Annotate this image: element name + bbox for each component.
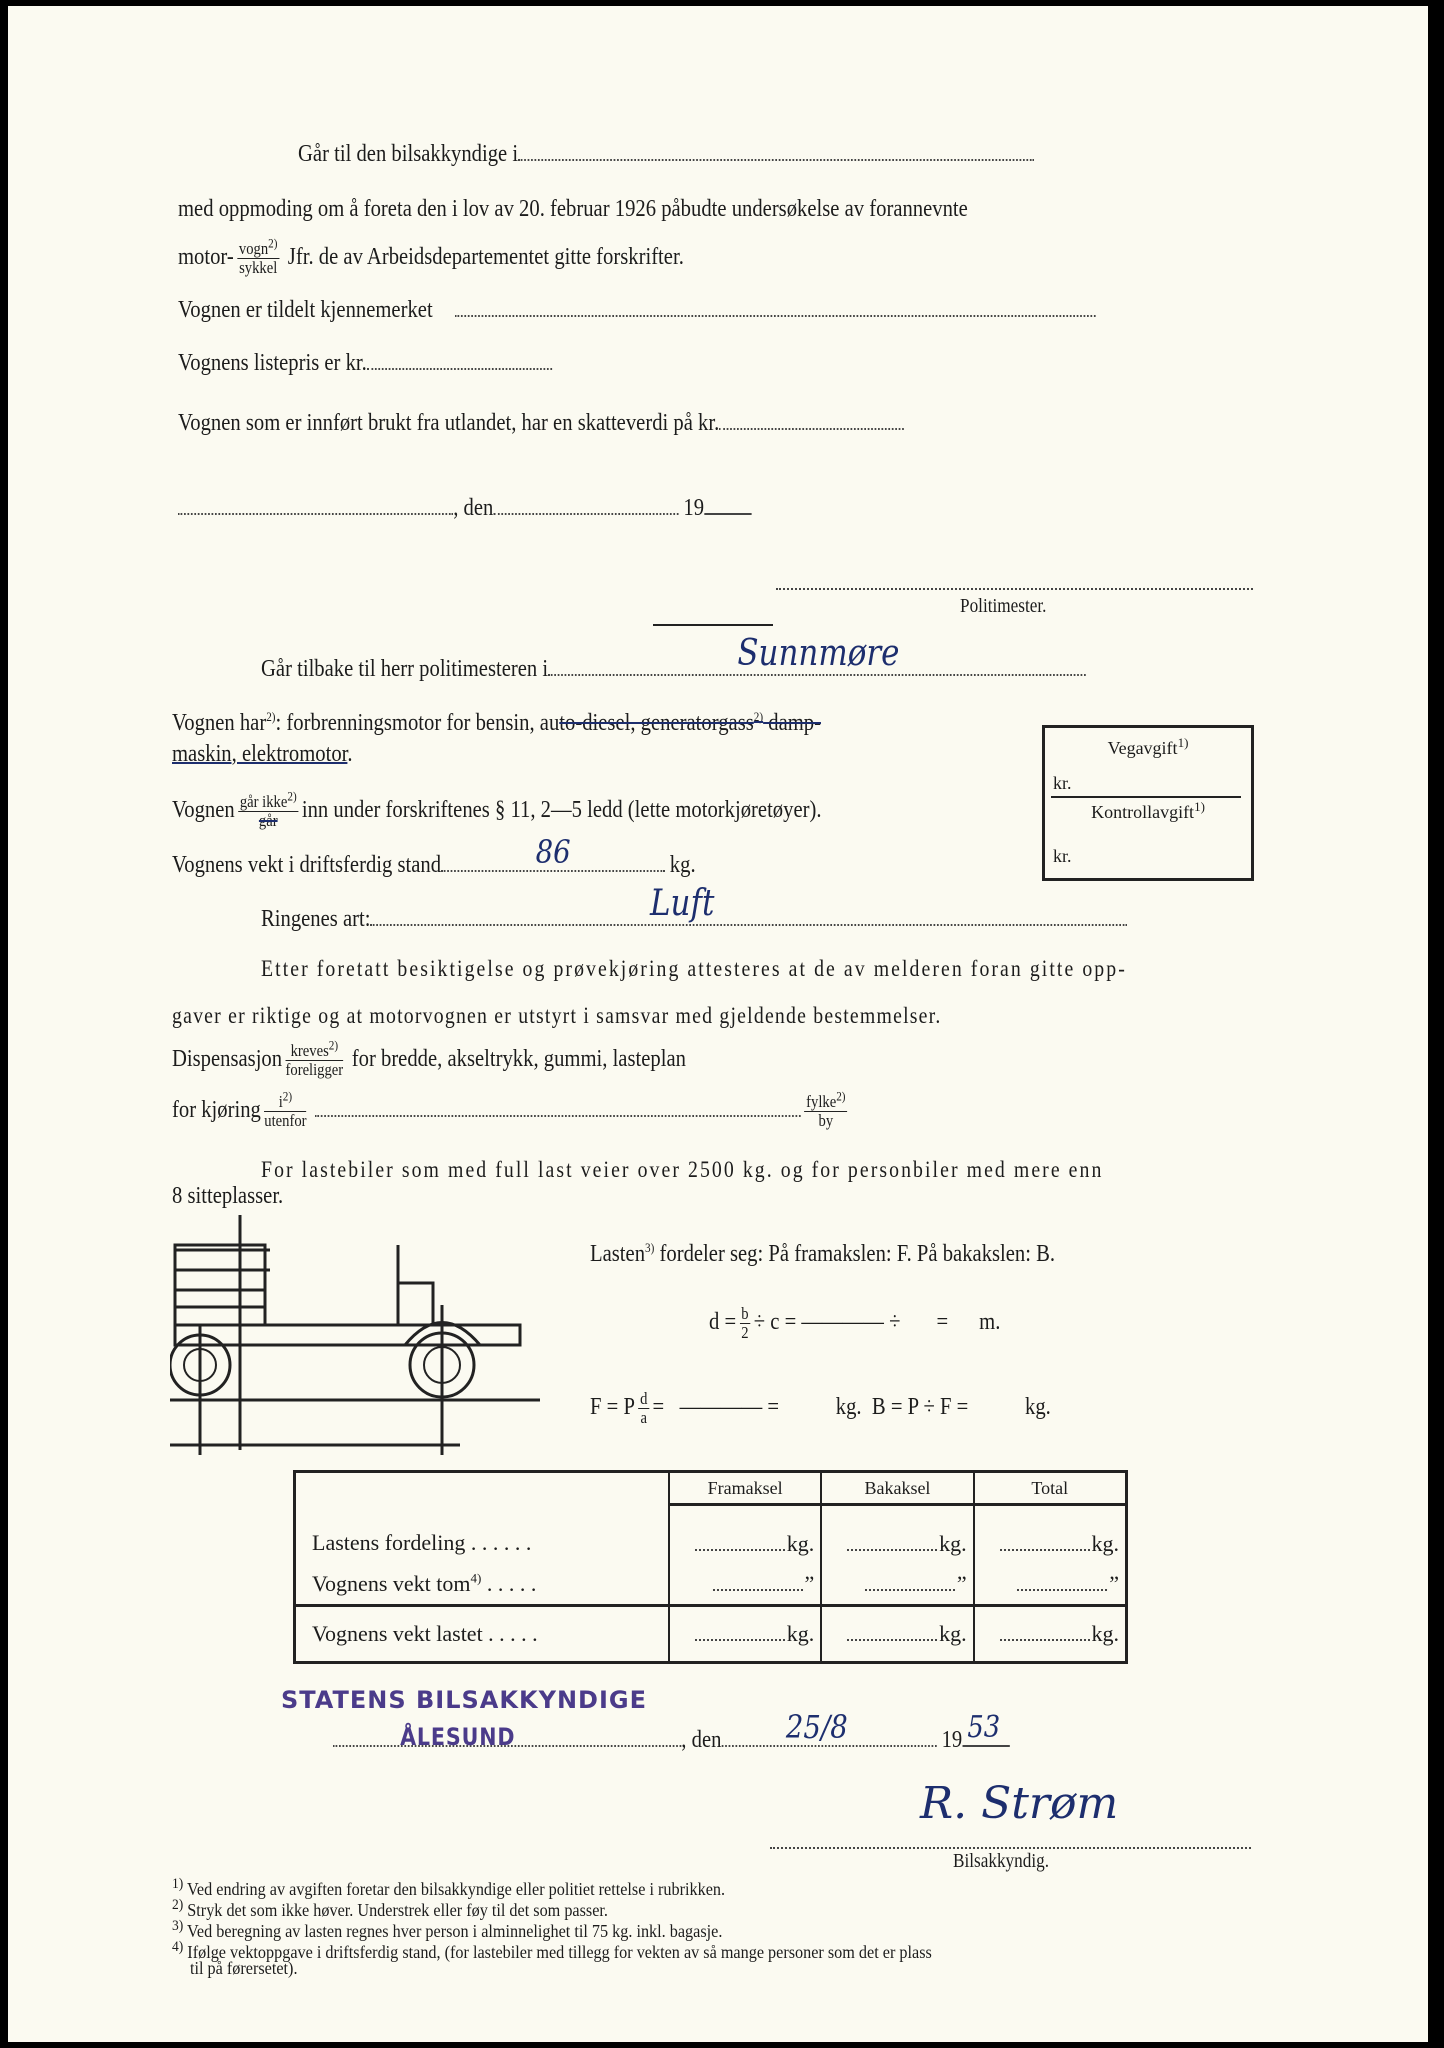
label: går ikke bbox=[239, 792, 288, 811]
label: i bbox=[278, 1092, 283, 1111]
politimester-label: Politimester. bbox=[960, 595, 1047, 617]
date-field[interactable] bbox=[493, 495, 678, 515]
label: 19 bbox=[683, 495, 705, 521]
kjoring-field[interactable] bbox=[315, 1097, 801, 1117]
label: ÷ c = ———— ÷ = m. bbox=[753, 1309, 1001, 1336]
footnote-ref: 1) bbox=[1177, 735, 1189, 750]
footnote-text: Ved endring av avgiften foretar den bilsakkyndige eller politiet rettelse i rubrikken. bbox=[187, 1879, 726, 1899]
label: utenfor bbox=[264, 1111, 307, 1130]
struck-text: går bbox=[258, 811, 278, 830]
col-total: Total bbox=[974, 1472, 1127, 1505]
footnote-text: Ved beregning av lasten regnes hver person i alminnelighet til 75 kg. inkl. bagasje. bbox=[187, 1921, 723, 1941]
footnote-ref: 2) bbox=[328, 1037, 339, 1053]
label: kreves bbox=[290, 1041, 329, 1060]
label: Vognen er tildelt kjennemerket bbox=[178, 297, 433, 323]
line-lastebiler-1: For lastebiler som med full last veier over 2500 kg. og for personbiler med mere enn bbox=[261, 1157, 1104, 1182]
cell[interactable] bbox=[821, 1505, 973, 1565]
footnote-ref: 2) bbox=[282, 1088, 293, 1104]
cell[interactable] bbox=[669, 1505, 821, 1565]
kontrollavgift-label bbox=[1045, 799, 1251, 823]
handwritten-year: 53 bbox=[967, 1710, 1001, 1745]
footnote-mark: 4) bbox=[172, 1939, 184, 1955]
fraction-i-utenfor bbox=[264, 1088, 307, 1130]
unit: kg. bbox=[939, 1531, 967, 1556]
fraction-d-a bbox=[638, 1390, 649, 1427]
footnote-text: Stryk det som ikke høver. Understrek eller føy til det som passer. bbox=[187, 1900, 608, 1920]
unit: kg. bbox=[786, 1621, 815, 1646]
line-kjennemerke bbox=[178, 296, 1096, 324]
line-skatteverdi bbox=[178, 409, 904, 437]
label: F = P bbox=[590, 1394, 635, 1421]
label: Vognens vekt tom bbox=[312, 1571, 471, 1596]
footnote-mark: 1) bbox=[172, 1876, 184, 1892]
fraction-gaar-ikke bbox=[238, 788, 298, 830]
label: d = bbox=[709, 1309, 737, 1336]
field[interactable] bbox=[847, 1621, 937, 1641]
label: : forbrenningsmotor for bensin, au bbox=[275, 710, 560, 736]
line-tilbake bbox=[261, 633, 1086, 683]
line-bilsakkyndige bbox=[298, 140, 1034, 168]
footnote-mark: 3) bbox=[172, 1918, 184, 1934]
cell[interactable] bbox=[821, 1606, 973, 1663]
col-framaksel: Framaksel bbox=[669, 1472, 821, 1505]
load-distribution-table bbox=[293, 1470, 1128, 1664]
label: 2 bbox=[741, 1323, 749, 1342]
formula-d bbox=[709, 1305, 1000, 1342]
row-label bbox=[295, 1564, 670, 1606]
fraction-vogn-sykkel bbox=[237, 235, 279, 277]
formula-F bbox=[590, 1390, 1051, 1427]
label: Vognens vekt i driftsferdig stand bbox=[172, 852, 442, 878]
table-row bbox=[295, 1606, 1127, 1663]
footnote-text: Ifølge vektoppgave i driftsferdig stand, (for lastebiler med tillegg for vekten av så mange personer som det er plass bbox=[187, 1942, 932, 1962]
cargo-bed bbox=[175, 1245, 265, 1325]
cell[interactable] bbox=[821, 1564, 973, 1606]
cell[interactable] bbox=[669, 1564, 821, 1606]
label: fylke bbox=[806, 1092, 837, 1111]
cell[interactable] bbox=[974, 1505, 1127, 1565]
footnote-ref: 2) bbox=[266, 709, 276, 724]
label: Vognens listepris er kr. bbox=[178, 350, 367, 376]
footnote-ref: 2) bbox=[753, 709, 764, 724]
label: . bbox=[347, 741, 353, 767]
label: Vognen har bbox=[172, 710, 267, 736]
underlined-text: maskin, elektromotor bbox=[172, 741, 348, 767]
footnote-ref: 2) bbox=[268, 235, 278, 251]
label: motor- bbox=[178, 244, 234, 271]
handwritten-district: Sunnmøre bbox=[737, 633, 900, 674]
label: for bredde, akseltrykk, gummi, lasteplan bbox=[351, 1046, 686, 1073]
label: for kjøring bbox=[172, 1097, 261, 1124]
label: 19 bbox=[941, 1727, 963, 1753]
label: foreligger bbox=[285, 1060, 344, 1079]
field[interactable] bbox=[695, 1531, 785, 1551]
fraction-fylke-by bbox=[804, 1088, 847, 1130]
unit: ” bbox=[804, 1571, 815, 1596]
line-motor bbox=[178, 235, 684, 277]
table-row bbox=[295, 1505, 1127, 1565]
label: a bbox=[640, 1408, 647, 1427]
label: , den bbox=[681, 1727, 722, 1753]
footnote-mark: 2) bbox=[172, 1897, 184, 1913]
label: sykkel bbox=[239, 258, 278, 277]
fraction-b-2 bbox=[740, 1305, 751, 1342]
handwritten-date: 25/8 bbox=[785, 1708, 848, 1746]
bilsakkyndige-field[interactable] bbox=[518, 141, 1034, 161]
line-signoff-date bbox=[333, 1708, 1010, 1754]
label: Kontrollavgift bbox=[1091, 802, 1195, 822]
table-row bbox=[295, 1564, 1127, 1606]
line-kjoring bbox=[172, 1088, 851, 1130]
label: Dispensasjon bbox=[172, 1046, 283, 1073]
label: damp- bbox=[763, 710, 821, 736]
label: , den bbox=[453, 495, 494, 521]
footnote-ref: 3) bbox=[645, 1240, 655, 1255]
stamp-line-1: STATENS BILSAKKYNDIGE bbox=[281, 1686, 647, 1714]
label: Lasten bbox=[590, 1241, 646, 1267]
footnote-ref: 1) bbox=[1194, 799, 1205, 814]
label: inn under forskriftenes § 11, 2—5 ledd (lette motorkjøretøyer). bbox=[301, 797, 822, 824]
kjennemerke-field[interactable] bbox=[455, 297, 1096, 317]
handwritten-weight: 86 bbox=[535, 833, 571, 871]
footnote-ref: 2) bbox=[287, 788, 297, 804]
footnote-4-cont bbox=[190, 1958, 298, 1979]
field[interactable] bbox=[865, 1571, 955, 1591]
listepris-field[interactable] bbox=[367, 350, 552, 370]
unit: kg. bbox=[1091, 1531, 1119, 1556]
line-lasten bbox=[590, 1240, 1055, 1268]
unit: kg. bbox=[1091, 1621, 1119, 1646]
label: = ———— = kg. B = P ÷ F = kg. bbox=[652, 1394, 1051, 1421]
truck-axle-diagram bbox=[170, 1215, 550, 1455]
section-divider bbox=[653, 624, 773, 626]
label: by bbox=[818, 1111, 834, 1130]
skatteverdi-field[interactable] bbox=[719, 410, 904, 430]
unit: kg. bbox=[786, 1531, 815, 1556]
label: Går tilbake til herr politimesteren i bbox=[261, 656, 549, 682]
place-field[interactable] bbox=[178, 495, 453, 515]
label: Jfr. de av Arbeidsdepartementet gitte forskrifter. bbox=[287, 244, 684, 271]
field[interactable] bbox=[695, 1621, 785, 1641]
col-bakaksel: Bakaksel bbox=[821, 1472, 973, 1505]
unit: ” bbox=[1109, 1571, 1119, 1596]
line-place-date bbox=[178, 494, 751, 522]
divider bbox=[1051, 796, 1241, 798]
table-header bbox=[295, 1472, 1127, 1505]
footnote-ref: 4) bbox=[470, 1570, 482, 1586]
vegavgift-label bbox=[1045, 735, 1251, 759]
signature-line[interactable] bbox=[770, 1845, 1251, 1849]
field[interactable] bbox=[713, 1571, 803, 1591]
empty-header bbox=[295, 1472, 670, 1505]
label: Går til den bilsakkyndige i bbox=[298, 141, 519, 167]
line-etter-2: gaver er riktige og at motorvognen er utstyrt i samsvar med gjeldende bestemmelser. bbox=[172, 1003, 942, 1028]
label: Vognen som er innført brukt fra utlandet, har en skatteverdi på kr. bbox=[178, 410, 720, 436]
fee-box bbox=[1042, 725, 1254, 881]
line-motor-type bbox=[172, 709, 821, 737]
row-label: Lastens fordeling . . . . . . bbox=[312, 1530, 532, 1556]
place-field[interactable] bbox=[333, 1723, 681, 1751]
line-listepris bbox=[178, 349, 552, 377]
unit: ” bbox=[956, 1571, 967, 1596]
handwritten-tyre-type: Luft bbox=[649, 883, 715, 924]
line-etter-1: Etter foretatt besiktigelse og prøvekjøring attesteres at de av melderen foran gitte opp- bbox=[261, 956, 1127, 981]
cell[interactable] bbox=[669, 1606, 821, 1663]
fraction-kreves bbox=[285, 1037, 344, 1079]
row-label: Vognens vekt lastet . . . . . bbox=[295, 1606, 670, 1663]
stamp-line-2: ÅLESUND bbox=[400, 1723, 516, 1751]
label: b bbox=[741, 1304, 749, 1323]
label: Ringenes art: bbox=[261, 906, 371, 932]
footnote-ref: 2) bbox=[836, 1088, 846, 1104]
footnote-text: til på førersetet). bbox=[190, 1958, 298, 1978]
vegavgift-kr: kr. bbox=[1053, 773, 1072, 793]
field[interactable] bbox=[1017, 1571, 1107, 1591]
kontrollavgift-kr: kr. bbox=[1053, 846, 1072, 866]
signature: R. Strøm bbox=[920, 1778, 1119, 1829]
line-gaar-inn bbox=[172, 788, 822, 830]
year-field[interactable] bbox=[704, 495, 751, 515]
label: vogn bbox=[238, 239, 269, 258]
field[interactable] bbox=[1000, 1531, 1090, 1551]
line-vekt bbox=[172, 833, 696, 879]
ringer-field[interactable] bbox=[370, 883, 1127, 926]
line-motor-type-2 bbox=[172, 740, 353, 768]
line-oppmoding: med oppmoding om å foreta den i lov av 20. februar 1926 påbudte undersøkelse av forannevnte bbox=[178, 196, 968, 222]
date-field[interactable] bbox=[721, 1708, 936, 1747]
line-ringer bbox=[261, 883, 1127, 933]
label: Vegavgift bbox=[1107, 738, 1178, 758]
label: . . . . . bbox=[481, 1571, 537, 1596]
label: kg. bbox=[669, 852, 696, 878]
field[interactable] bbox=[847, 1531, 937, 1551]
vekt-field[interactable] bbox=[441, 833, 665, 872]
label: fordeler seg: På framakslen: F. På bakakslen: B. bbox=[659, 1241, 1056, 1267]
politimester-signature-line[interactable] bbox=[776, 586, 1253, 590]
year-field[interactable] bbox=[962, 1710, 1009, 1747]
cell[interactable] bbox=[974, 1564, 1127, 1606]
politimester-district-field[interactable] bbox=[548, 633, 1086, 676]
struck-text bbox=[559, 710, 821, 736]
line-dispensasjon bbox=[172, 1037, 686, 1079]
label: to-diesel, generatorgass bbox=[559, 710, 754, 736]
field[interactable] bbox=[1000, 1621, 1090, 1641]
label: Vognen bbox=[172, 797, 235, 824]
cell[interactable] bbox=[974, 1606, 1127, 1663]
bilsakkyndig-label: Bilsakkyndig. bbox=[953, 1850, 1050, 1872]
label: d bbox=[640, 1389, 648, 1408]
line-lastebiler-2: 8 sitteplasser. bbox=[172, 1183, 284, 1209]
unit: kg. bbox=[939, 1621, 967, 1646]
